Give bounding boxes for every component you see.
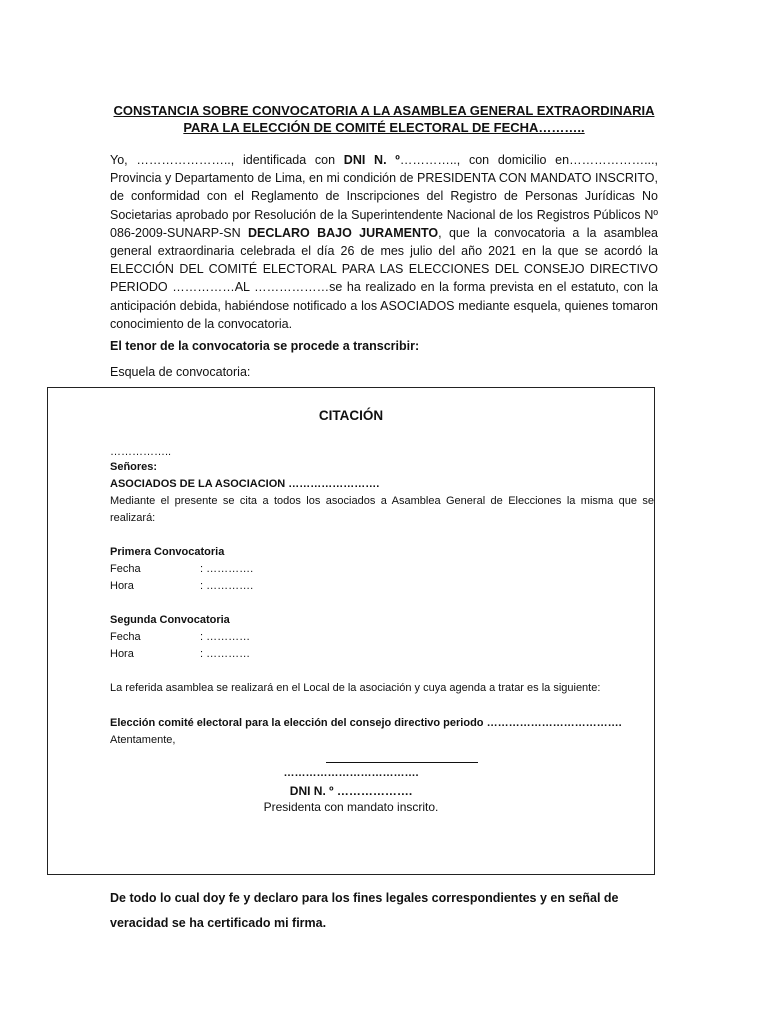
citation-dots: ……………..	[110, 446, 172, 458]
signature-role: Presidenta con mandato inscrito.	[263, 800, 439, 814]
senores-label: Señores:	[110, 461, 158, 473]
segunda-fecha-row	[110, 631, 250, 643]
fecha-label: Fecha	[110, 631, 141, 643]
signature-line	[326, 762, 478, 763]
asociados-line: ASOCIADOS DE LA ASOCIACION …………………….	[110, 478, 380, 490]
agenda-intro: La referida asamblea se realizará en el Local de la asociación y cuya agenda a tratar es la siguiente:	[110, 682, 601, 694]
paragraph-part-3: , que la convocatoria a la asamblea general extraordinaria celebrada el día 26 de mes julio del año 2021 en la que se acordó la ELECCIÓN DEL COMITÉ ELECTORAL PARA LAS ELECCIONES DEL CONSEJO DIRECTIVO PERIODO ……………AL ………………se ha realizado en la forma prevista en el estatuto, con la anticipación debida, habiéndose notificado a los ASOCIADOS mediante esquela, quienes tomaron conocimiento de la convocatoria.	[110, 225, 658, 331]
tenor-heading: El tenor de la convocatoria se procede a transcribir:	[110, 339, 420, 353]
atentamente: Atentamente,	[110, 734, 176, 746]
primera-convocatoria-heading: Primera Convocatoria	[110, 546, 225, 558]
declaro-bajo-juramento: DECLARO BAJO JURAMENTO	[247, 225, 439, 240]
dni-label: DNI N. º	[343, 153, 400, 167]
signature-dni: DNI N. º ……………….	[289, 784, 413, 798]
hora-label: Hora	[110, 648, 134, 660]
fecha-label: Fecha	[110, 563, 141, 575]
hora-value: : …………	[200, 648, 251, 660]
segunda-convocatoria-heading: Segunda Convocatoria	[110, 614, 230, 626]
fecha-value: : …………	[200, 631, 251, 643]
signature-name-dots: ……………………………….	[283, 767, 419, 779]
citation-title: CITACIÓN	[318, 408, 384, 423]
closing-statement: De todo lo cual doy fe y declaro para los fines legales correspondientes y en señal de veracidad se ha certificado mi firma.	[110, 891, 619, 930]
paragraph-part-1: Yo, ………………….., identificada con	[110, 153, 344, 167]
agenda-item: Elección comité electoral para la elección del consejo directivo periodo ……………………………….	[110, 717, 622, 729]
paragraph-part-2: ………….., con domicilio en………………..., Provincia y Departamento de Lima, en mi condición de PRESIDENTA CON MANDATO INSCRITO, de conformidad con el Reglamento de Inscripciones del Registro de Personas Jurídicas No Societarias aprobado por Resolución de la Superintendente Nacional de los Registros Públicos Nº 086-2009-SUNARP-SN	[110, 153, 658, 240]
segunda-hora-row	[110, 648, 250, 660]
esquela-label: Esquela de convocatoria:	[110, 365, 251, 379]
document-title: CONSTANCIA SOBRE CONVOCATORIA A LA ASAMBLEA GENERAL EXTRAORDINARIA PARA LA ELECCIÓN DE COMITÉ ELECTORAL DE FECHA………..	[113, 103, 655, 135]
primera-hora-row	[110, 580, 253, 592]
citation-box	[47, 387, 655, 875]
fecha-value: : ………….	[200, 563, 254, 575]
declaration-paragraph	[110, 151, 658, 333]
hora-value: : ………….	[200, 580, 254, 592]
citation-message: Mediante el presente se cita a todos los asociados a Asamblea General de Elecciones la misma que se realizará:	[110, 495, 654, 524]
hora-label: Hora	[110, 580, 134, 592]
primera-fecha-row	[110, 563, 253, 575]
